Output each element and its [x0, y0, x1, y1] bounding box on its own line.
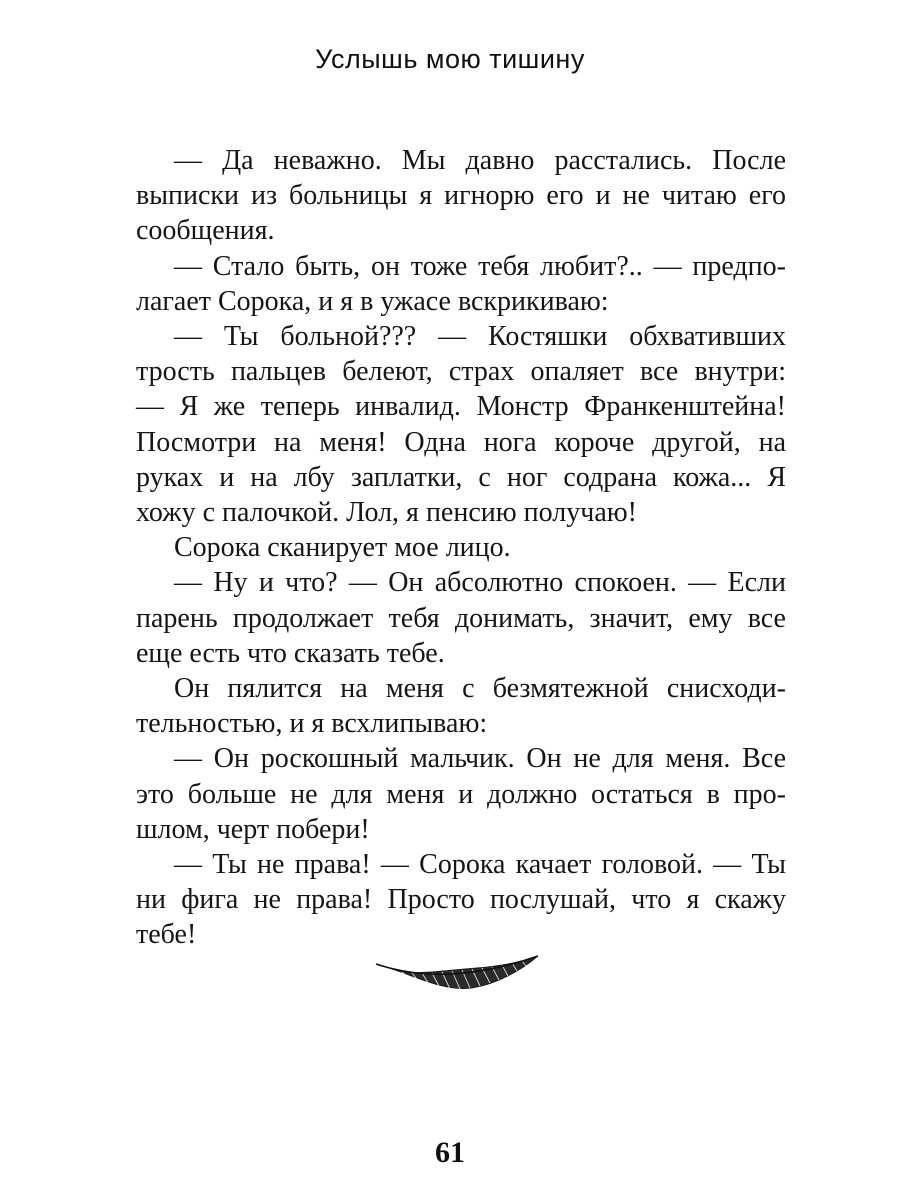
text-line: Посмотри на меня! Одна нога короче другой, на	[136, 426, 786, 458]
text-line: это больше не для меня и должно остаться в про-	[136, 778, 786, 810]
body-text	[136, 143, 786, 953]
text-line: трость пальцев белеют, страх опаляет все внутри:	[136, 356, 786, 388]
text-line: шлом, черт побери!	[136, 813, 370, 845]
running-title: Услышь мою тишину	[315, 44, 585, 74]
text-line: — Ну и что? — Он абсолютно спокоен. — Если	[174, 567, 786, 599]
text-line: — Стало быть, он тоже тебя любит?.. — предпо-	[174, 250, 786, 282]
text-line: лагает Сорока, и я в ужасе вскрикиваю:	[136, 285, 609, 317]
text-line: — Я же теперь инвалид. Монстр Франкенштейна!	[136, 391, 786, 423]
text-line: руках и на лбу заплатки, с ног содрана кожа... Я	[136, 461, 786, 493]
text-line: хожу с палочкой. Лол, я пенсию получаю!	[136, 497, 638, 529]
text-line: — Он роскошный мальчик. Он не для меня. Все	[174, 743, 786, 775]
text-line: — Ты не права! — Сорока качает головой. — Ты	[174, 849, 786, 881]
text-line: Он пялится на меня с безмятежной снисходи-	[174, 673, 786, 705]
text-line: тельностью, и я всхлипываю:	[136, 708, 488, 740]
page-number: 61	[435, 1136, 465, 1169]
text-line: — Ты больной??? — Костяшки обхвативших	[174, 321, 786, 353]
text-line: парень продолжает тебя донимать, значит, ему все	[136, 602, 786, 634]
feather-icon	[372, 952, 542, 1012]
text-line: выписки из больницы я игнорю его и не читаю его	[136, 180, 786, 212]
text-line: — Да неважно. Мы давно расстались. После	[174, 145, 786, 176]
text-line: Сорока сканирует мое лицо.	[174, 532, 511, 564]
text-line: тебе!	[136, 919, 197, 951]
text-line: ни фига не права! Просто послушай, что я скажу	[136, 884, 786, 916]
text-line: еще есть что сказать тебе.	[136, 637, 445, 669]
text-line: сообщения.	[136, 215, 275, 247]
